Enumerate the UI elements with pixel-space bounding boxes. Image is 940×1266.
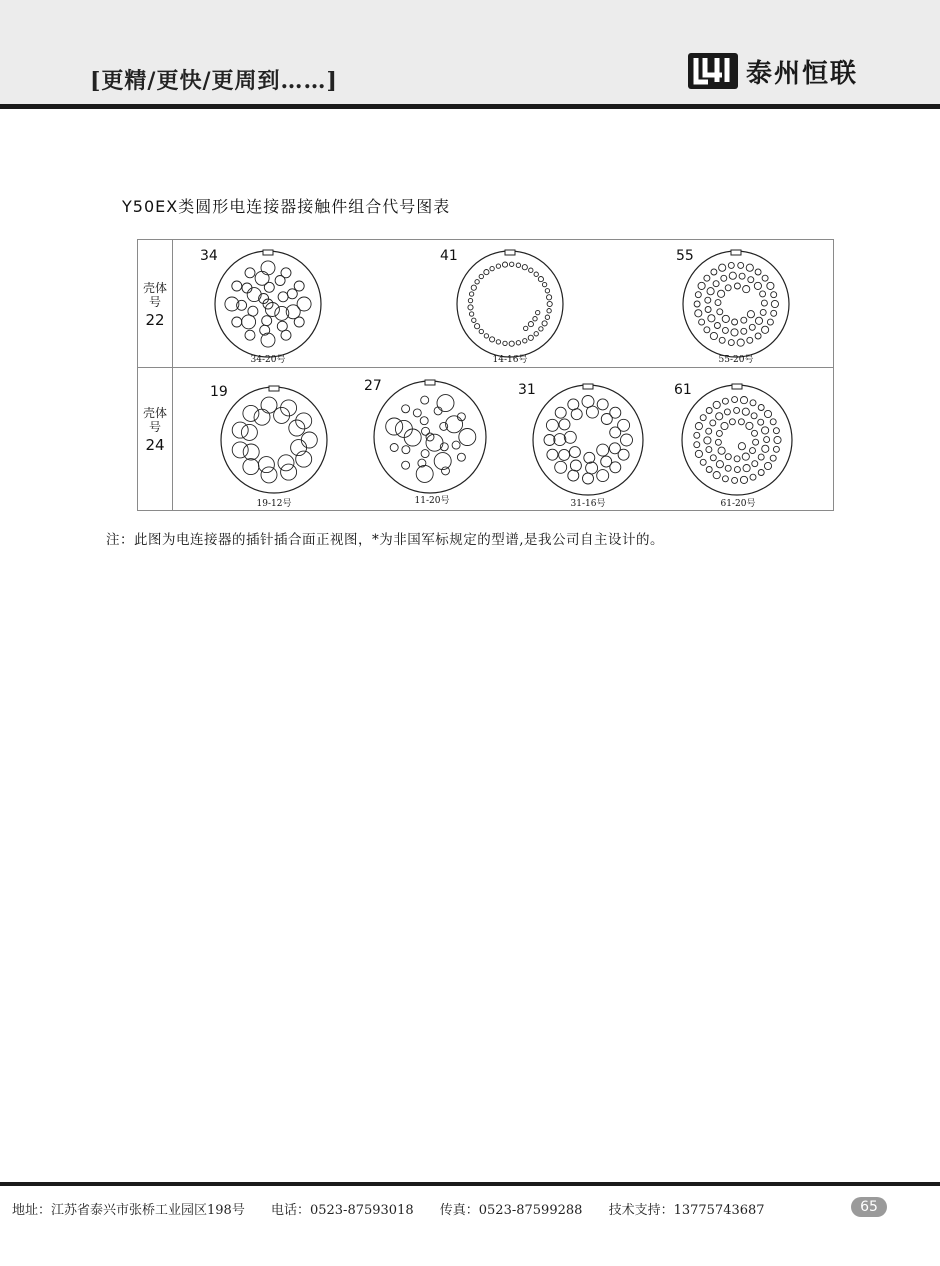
footer-support: 技术支持：13775743687: [608, 1203, 765, 1218]
contact-count: 31: [518, 382, 536, 398]
connector-caption: 11-20号: [414, 496, 450, 506]
footer-contact: [12, 1199, 787, 1218]
company-logo: [688, 52, 858, 90]
footer-phone: 电话：0523-87593018: [270, 1203, 414, 1218]
document-title: Y50EX类圆形电连接器接触件组合代号图表: [122, 197, 451, 216]
connector-face-diagram: [216, 382, 332, 494]
contact-count: 27: [364, 378, 382, 394]
footer-fax: 传真：0523-87599288: [439, 1203, 583, 1218]
page-number: 65: [851, 1197, 887, 1217]
connector-face-diagram: [528, 380, 648, 496]
logo-text: 泰州恒联: [746, 58, 859, 89]
contact-count: 55: [676, 248, 694, 264]
shell-label-text: 壳体号: [142, 406, 167, 434]
connector-face-diagram: [678, 380, 796, 496]
shell-label-24: [138, 406, 172, 454]
header-rule: [0, 104, 940, 109]
contact-count: 61: [674, 382, 692, 398]
logo-mark-icon: [688, 53, 738, 89]
shell-label-text: 壳体号: [142, 281, 167, 309]
connector-face-diagram: [680, 246, 792, 358]
connector-face-diagram: [212, 246, 324, 358]
footer-address: 地址：江苏省泰兴市张桥工业园区198号: [12, 1203, 245, 1218]
contact-count: 41: [440, 248, 458, 264]
table-divider: [137, 367, 834, 368]
connector-face-diagram: [368, 376, 492, 494]
connector-caption: 19-12号: [256, 499, 292, 509]
footnote: 注：此图为电连接器的插针插合面正视图，*为非国军标规定的型谱,是我公司自主设计的。: [106, 532, 665, 548]
shell-number: 24: [145, 436, 165, 454]
contact-count: 19: [210, 384, 228, 400]
header-slogan: [更精/更快/更周到……]: [90, 68, 338, 94]
connector-caption: 34-20号: [250, 355, 286, 365]
connector-caption: 14-16号: [492, 355, 528, 365]
connector-face-diagram: [454, 246, 566, 358]
table-divider: [172, 239, 173, 511]
footer-rule: [0, 1182, 940, 1186]
connector-caption: 31-16号: [570, 499, 606, 509]
connector-caption: 55-20号: [718, 355, 754, 365]
shell-label-22: [138, 281, 172, 329]
connector-caption: 61-20号: [720, 499, 756, 509]
contact-count: 34: [200, 248, 218, 264]
shell-number: 22: [145, 311, 165, 329]
